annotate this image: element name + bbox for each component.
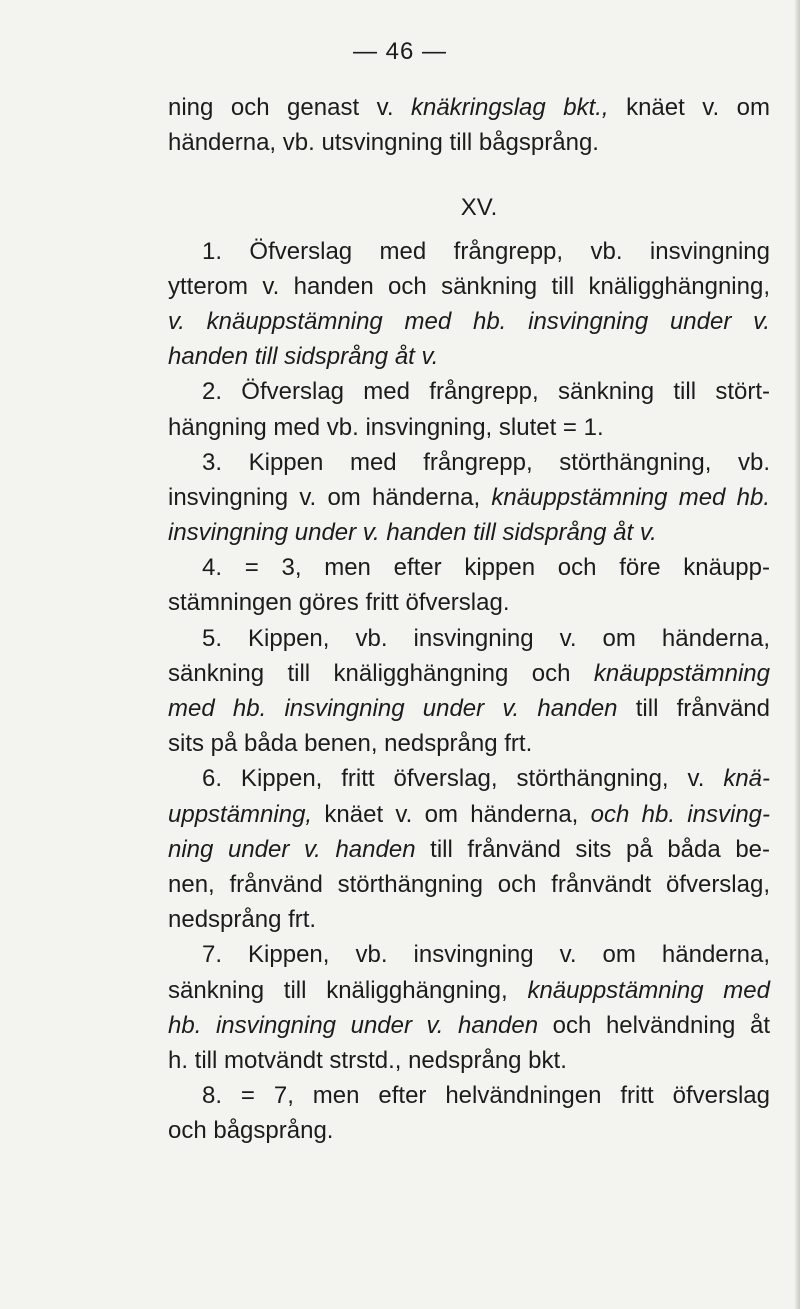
section-heading: XV.: [460, 194, 498, 222]
text-segment: 6. Kippen, fritt öfverslag, störthängning, v.: [202, 765, 724, 793]
text-segment: och helvändning åt: [538, 1011, 770, 1039]
exercise-item: [168, 234, 770, 375]
text-segment: till frånvänd sits på båda be-: [415, 835, 771, 863]
intro-paragraph: [168, 90, 770, 160]
text-line: [168, 1113, 770, 1148]
text-segment: 3. Kippen med frångrepp, störthängning, vb.: [202, 448, 770, 476]
text-line: [168, 445, 770, 480]
text-segment: knäet v. om: [608, 94, 770, 121]
text-segment: 4. = 3, men efter kippen och före knäupp-: [202, 554, 770, 582]
text-segment: händerna, vb. utsvingning till bågsprång.: [168, 129, 599, 157]
text-segment: 5. Kippen, vb. insvingning v. om händerna,: [202, 624, 770, 652]
exercise-item: [168, 761, 770, 937]
italic-text: med hb. insvingning under v. handen: [168, 695, 618, 722]
text-line: [168, 726, 770, 761]
italic-text: och hb. insving-: [590, 800, 771, 828]
italic-text: ning under v. handen: [168, 835, 416, 863]
text-segment: knäet v. om händerna,: [312, 800, 591, 828]
text-line: [168, 1078, 770, 1113]
exercise-item: [168, 550, 770, 620]
italic-text: knäuppstämning med hb.: [491, 483, 771, 511]
text-line: [168, 125, 770, 160]
exercise-list: [168, 234, 770, 1149]
text-segment: sänkning till knäligghängning och: [168, 659, 594, 687]
text-line: [168, 90, 770, 125]
text-segment: insvingning v. om händerna,: [168, 483, 492, 511]
text-line: [168, 691, 770, 726]
text-segment: ning och genast v.: [168, 94, 411, 121]
text-line: [168, 867, 770, 902]
italic-text: hb. insvingning under v. handen: [168, 1011, 539, 1039]
exercise-item: [168, 445, 770, 551]
text-segment: sits på båda benen, nedsprång frt.: [168, 730, 533, 758]
italic-text: knä-: [723, 765, 770, 793]
text-segment: 7. Kippen, vb. insvingning v. om händerna,: [202, 941, 770, 969]
text-line: [168, 550, 770, 585]
text-line: [168, 621, 770, 656]
exercise-item: [168, 1078, 770, 1148]
text-line: [168, 339, 770, 374]
text-segment: stämningen göres fritt öfverslag.: [168, 589, 510, 617]
text-line: [168, 761, 770, 796]
text-line: [168, 937, 770, 972]
page-number: — 46 —: [352, 38, 448, 65]
text-line: [168, 832, 770, 867]
italic-text: knäkringslag bkt.,: [410, 94, 609, 121]
text-line: [168, 585, 770, 620]
text-line: [168, 902, 770, 937]
text-line: [168, 410, 770, 445]
text-line: [168, 269, 770, 304]
text-line: [168, 1008, 770, 1043]
text-segment: 2. Öfverslag med frångrepp, sänkning till stört-: [202, 378, 770, 406]
italic-text: insvingning under v. handen till sidsprång åt v.: [168, 519, 657, 547]
text-segment: 8. = 7, men efter helvändningen fritt öfverslag: [202, 1082, 770, 1110]
text-line: [168, 374, 770, 409]
text-segment: ytterom v. handen och sänkning till knäligghängning,: [168, 272, 770, 300]
text-line: [168, 797, 770, 832]
text-line: [168, 480, 770, 515]
text-segment: till frånvänd: [617, 695, 771, 722]
text-line: [168, 656, 770, 691]
italic-text: uppstämning,: [168, 800, 313, 828]
exercise-item: [168, 374, 770, 444]
italic-text: v. knäuppstämning med hb. insvingning under v.: [168, 307, 770, 335]
text-segment: och bågsprång.: [168, 1117, 334, 1145]
page-edge-shadow: [794, 0, 800, 1309]
text-line: [168, 1043, 770, 1078]
italic-text: handen till sidsprång åt v.: [168, 343, 439, 371]
italic-text: knäuppstämning med: [527, 976, 770, 1004]
text-block: [168, 90, 770, 1148]
exercise-item: [168, 621, 770, 762]
text-line: [168, 515, 770, 550]
text-segment: nen, frånvänd störthängning och frånvändt öfverslag,: [168, 870, 770, 898]
text-segment: 1. Öfverslag med frångrepp, vb. insvingning: [202, 237, 770, 265]
text-line: [168, 304, 770, 339]
text-line: [168, 973, 770, 1008]
text-segment: nedsprång frt.: [168, 906, 317, 934]
italic-text: knäuppstämning: [593, 659, 770, 687]
text-segment: sänkning till knäligghängning,: [168, 976, 528, 1004]
text-segment: hängning med vb. insvingning, slutet = 1.: [168, 413, 604, 441]
text-line: [168, 234, 770, 269]
exercise-item: [168, 937, 770, 1078]
text-segment: h. till motvändt strstd., nedsprång bkt.: [168, 1046, 567, 1074]
